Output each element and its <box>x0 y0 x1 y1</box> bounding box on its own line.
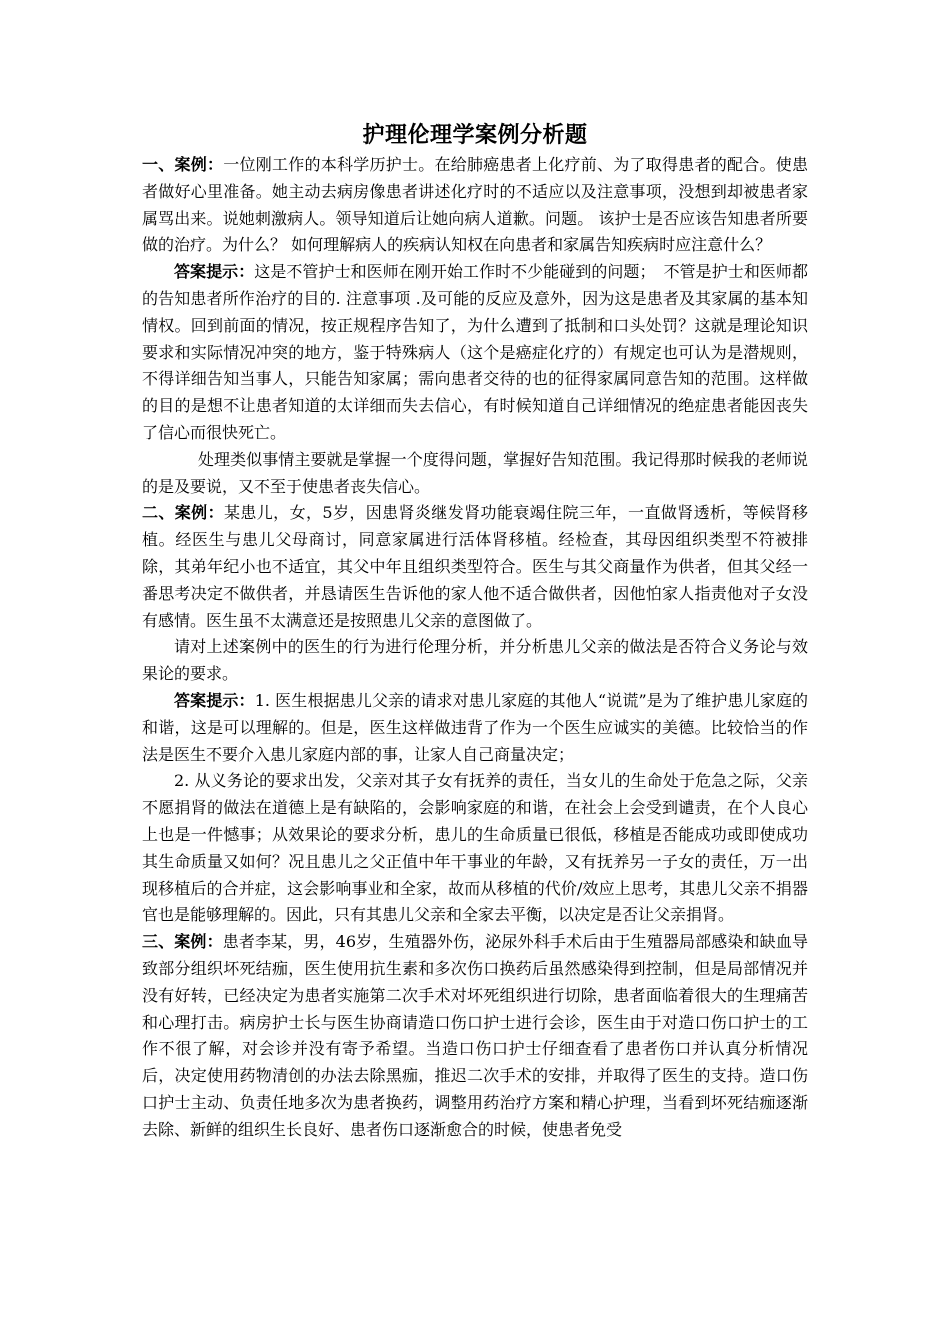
case2-paragraph <box>142 500 808 634</box>
case2-hint-label: 答案提示： <box>174 690 255 710</box>
case2-hint-paragraph <box>142 688 808 768</box>
case1-extra-paragraph: 处理类似事情主要就是掌握一个度得问题，掌握好告知范围。我记得那时候我的老师说的是及要说，又不至于使患者丧失信心。 <box>142 449 808 496</box>
case3-colon: ： <box>206 932 223 952</box>
case1-hint-paragraph <box>142 259 808 447</box>
case2-question-paragraph: 请对上述案例中的医生的行为进行伦理分析，并分析患儿父亲的做法是否符合义务论与效果论的要求。 <box>142 637 808 684</box>
case2-text: 某患儿，女，5岁，因患肾炎继发肾功能衰竭住院三年，一直做肾透析，等候肾移植。经医生与患儿父母商讨，同意家属进行活体肾移植。经检查，其母因组织类型不符被排除，其弟年纪小也不适宜，其父中年且组织类型符合。医生与其父商量作为供者，但其父经一番思考决定不做供者，并恳请医生告诉他的家人他不适合做供者，因他怕家人指责他对子女没有感情。医生虽不太满意还是按照患儿父亲的意图做了。 <box>142 503 808 630</box>
case2-label: 二、案例 <box>142 503 208 523</box>
document-page <box>142 118 808 1143</box>
case1-colon: ： <box>207 155 224 174</box>
case1-label: 一、案例 <box>142 155 207 174</box>
case1-hint-label: 答案提示： <box>174 262 255 282</box>
case3-text: 患者李某，男，46岁，生殖器外伤，泌尿外科手术后由于生殖器局部感染和缺血导致部分组织坏死结痂，医生使用抗生素和多次伤口换药后虽然感染得到控制，但是局部情况并没有好转，已经决定为患者实施第二次手术对坏死组织进行切除，患者面临着很大的生理痛苦和心理打击。病房护士长与医生协商请造口伤口护士进行会诊，医生由于对造口伤口护士的工作不很了解，对会诊并没有寄予希望。当造口伤口护士仔细查看了患者伤口并认真分析情况后，决定使用药物清创的办法去除黑痂，推迟二次手术的安排，并取得了医生的支持。造口伤口护士主动、负责任地多次为患者换药，调整用药治疗方案和精心护理，当看到坏死结痂逐渐去除、新鲜的组织生长良好、患者伤口逐渐愈合的时候，使患者免受 <box>142 932 808 1139</box>
page-title: 护理伦理学案例分析题 <box>362 122 588 148</box>
case2-hint-text: 1. 医生根据患儿父亲的请求对患儿家庭的其他人“说谎”是为了维护患儿家庭的和谐，这是可以理解的。但是，医生这样做违背了作为一个医生应诚实的美德。比较恰当的作法是医生不要介入患儿家庭内部的事，让家人自己商量决定； <box>142 690 808 764</box>
case2-colon: ： <box>207 503 224 523</box>
case3-paragraph <box>142 929 808 1143</box>
case1-paragraph <box>142 152 808 259</box>
case2-point2-paragraph: 2. 从义务论的要求出发，父亲对其子女有抚养的责任，当女儿的生命处于危急之际，父亲不愿捐肾的做法在道德上是有缺陷的，会影响家庭的和谐，在社会上会受到谴责，在个人良心上也是一件憾事；从效果论的要求分析，患儿的生命质量已很低，移植是否能成功或即使成功其生命质量又如何？况且患儿之父正值中年干事业的年龄，又有抚养另一子女的责任，万一出现移植后的合并症，这会影响事业和全家，故而从移植的代价/效应上思考，其患儿父亲不捐器官也是能够理解的。因此，只有其患儿父亲和全家去平衡，以决定是否让父亲捐肾。 <box>142 771 808 925</box>
case1-text: 一位刚工作的本科学历护士。在给肺癌患者上化疗前、为了取得患者的配合。使患者做好心里准备。她主动去病房像患者讲述化疗时的不适应以及注意事项，没想到却被患者家属骂出来。说她刺激病人。领导知道后让她向病人道歉。问题。 该护士是否应该告知患者所要做的治疗。为什么？ 如何理解病人的疾病认知权在向患者和家属告知疾病时应注意什么？ <box>142 155 808 255</box>
case1-hint-text: 这是不管护士和医师在刚开始工作时不少能碰到的问题； 不管是护士和医师都的告知患者所作治疗的目的. 注意事项 .及可能的反应及意外，因为这是患者及其家属的基本知情权。回到前面的情况，按正规程序告知了，为什么遭到了抵制和口头处罚？这就是理论知识要求和实际情况冲突的地方，鉴于特殊病人（这个是癌症化疗的）有规定也可认为是潜规则，不得详细告知当事人，只能告知家属；需向患者交待的也的征得家属同意告知的范围。这样做的目的是想不让患者知道的太详细而失去信心，有时候知道自己详细情况的绝症患者能因丧失了信心而很快死亡。 <box>142 262 808 442</box>
case3-label: 三、案例 <box>142 932 207 952</box>
